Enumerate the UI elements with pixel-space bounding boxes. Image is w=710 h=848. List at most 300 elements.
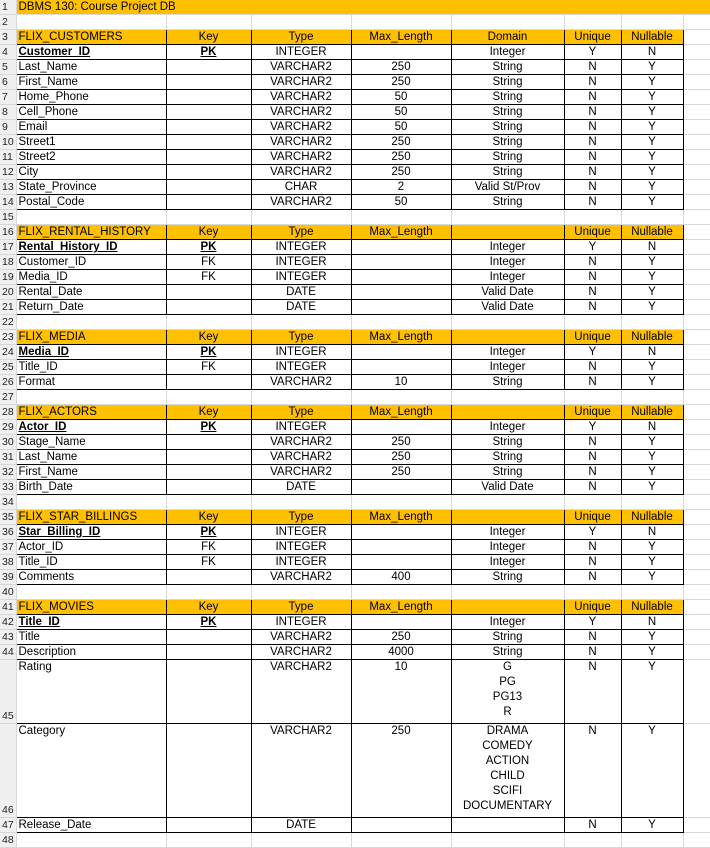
max-length-cell[interactable]: 250 — [351, 135, 451, 150]
row-number[interactable]: 21 — [0, 300, 16, 315]
key-cell[interactable] — [166, 525, 251, 540]
max-length-cell[interactable]: 250 — [351, 465, 451, 480]
domain-cell[interactable]: Integer — [451, 45, 564, 60]
header-key[interactable]: Key — [166, 225, 251, 240]
empty-cell[interactable] — [166, 390, 251, 405]
empty-cell[interactable] — [683, 90, 710, 105]
key-cell[interactable] — [166, 45, 251, 60]
unique-cell[interactable]: N — [564, 465, 621, 480]
max-length-cell[interactable] — [351, 818, 451, 833]
domain-cell[interactable]: Integer — [451, 555, 564, 570]
header-unique[interactable]: Unique — [564, 30, 621, 45]
max-length-cell[interactable]: 50 — [351, 120, 451, 135]
max-length-cell[interactable]: 4000 — [351, 645, 451, 660]
empty-cell[interactable] — [683, 660, 710, 724]
header-type[interactable]: Type — [251, 600, 351, 615]
header-key[interactable]: Key — [166, 30, 251, 45]
empty-cell[interactable] — [683, 135, 710, 150]
nullable-cell[interactable]: Y — [621, 660, 683, 724]
max-length-cell[interactable] — [351, 270, 451, 285]
nullable-cell[interactable]: Y — [621, 465, 683, 480]
max-length-cell[interactable] — [351, 285, 451, 300]
nullable-cell[interactable]: Y — [621, 255, 683, 270]
empty-cell[interactable] — [683, 345, 710, 360]
empty-cell[interactable] — [683, 420, 710, 435]
nullable-cell[interactable]: Y — [621, 645, 683, 660]
domain-cell[interactable]: String — [451, 465, 564, 480]
max-length-cell[interactable]: 400 — [351, 570, 451, 585]
type-cell[interactable]: VARCHAR2 — [251, 135, 351, 150]
key-cell[interactable] — [166, 480, 251, 495]
empty-cell[interactable] — [683, 45, 710, 60]
nullable-cell[interactable]: N — [621, 525, 683, 540]
column-name[interactable] — [16, 615, 166, 630]
unique-cell[interactable]: N — [564, 165, 621, 180]
key-cell[interactable] — [166, 75, 251, 90]
empty-cell[interactable] — [16, 210, 166, 225]
max-length-cell[interactable]: 250 — [351, 450, 451, 465]
empty-cell[interactable] — [683, 180, 710, 195]
row-number[interactable]: 30 — [0, 435, 16, 450]
type-cell[interactable]: VARCHAR2 — [251, 60, 351, 75]
empty-cell[interactable] — [451, 495, 564, 510]
nullable-cell[interactable]: Y — [621, 435, 683, 450]
row-number[interactable]: 11 — [0, 150, 16, 165]
column-name[interactable]: Actor_ID — [16, 540, 166, 555]
column-name[interactable]: Birth_Date — [16, 480, 166, 495]
domain-cell[interactable] — [451, 660, 564, 724]
empty-cell[interactable] — [451, 833, 564, 848]
key-cell[interactable] — [166, 660, 251, 724]
row-number[interactable]: 6 — [0, 75, 16, 90]
empty-cell[interactable] — [683, 833, 710, 848]
row-number[interactable]: 38 — [0, 555, 16, 570]
row-number[interactable]: 3 — [0, 30, 16, 45]
key-cell[interactable] — [166, 90, 251, 105]
type-cell[interactable]: VARCHAR2 — [251, 120, 351, 135]
header-nullable[interactable]: Nullable — [621, 330, 683, 345]
unique-cell[interactable]: N — [564, 135, 621, 150]
empty-cell[interactable] — [451, 15, 564, 30]
header-max-length[interactable]: Max_Length — [351, 405, 451, 420]
max-length-cell[interactable] — [351, 240, 451, 255]
key-cell[interactable] — [166, 345, 251, 360]
empty-cell[interactable] — [683, 15, 710, 30]
empty-cell[interactable] — [351, 495, 451, 510]
key-cell[interactable] — [166, 105, 251, 120]
max-length-cell[interactable]: 250 — [351, 150, 451, 165]
max-length-cell[interactable] — [351, 480, 451, 495]
nullable-cell[interactable]: N — [621, 240, 683, 255]
header-nullable[interactable]: Nullable — [621, 225, 683, 240]
key-cell[interactable] — [166, 465, 251, 480]
nullable-cell[interactable]: Y — [621, 375, 683, 390]
header-unique[interactable]: Unique — [564, 225, 621, 240]
header-type[interactable]: Type — [251, 510, 351, 525]
empty-cell[interactable] — [621, 495, 683, 510]
empty-cell[interactable] — [683, 540, 710, 555]
empty-cell[interactable] — [621, 585, 683, 600]
empty-cell[interactable] — [683, 450, 710, 465]
unique-cell[interactable]: Y — [564, 240, 621, 255]
header-type[interactable]: Type — [251, 225, 351, 240]
nullable-cell[interactable]: Y — [621, 150, 683, 165]
domain-cell[interactable]: Integer — [451, 540, 564, 555]
unique-cell[interactable]: N — [564, 818, 621, 833]
domain-cell[interactable]: Valid St/Prov — [451, 180, 564, 195]
empty-cell[interactable] — [251, 210, 351, 225]
empty-cell[interactable] — [251, 833, 351, 848]
column-name[interactable] — [16, 240, 166, 255]
row-number[interactable]: 13 — [0, 180, 16, 195]
unique-cell[interactable]: N — [564, 570, 621, 585]
row-number[interactable]: 34 — [0, 495, 16, 510]
table-name-flix_media[interactable]: FLIX_MEDIA — [16, 330, 166, 345]
empty-cell[interactable] — [351, 585, 451, 600]
empty-cell[interactable] — [166, 833, 251, 848]
unique-cell[interactable]: N — [564, 270, 621, 285]
empty-cell[interactable] — [683, 525, 710, 540]
table-name-flix_customers[interactable]: FLIX_CUSTOMERS — [16, 30, 166, 45]
empty-cell[interactable] — [351, 315, 451, 330]
empty-cell[interactable] — [166, 315, 251, 330]
row-number[interactable]: 47 — [0, 818, 16, 833]
column-name[interactable]: Home_Phone — [16, 90, 166, 105]
empty-cell[interactable] — [683, 225, 710, 240]
header-max-length[interactable]: Max_Length — [351, 225, 451, 240]
key-cell[interactable] — [166, 435, 251, 450]
key-cell[interactable] — [166, 615, 251, 630]
header-max-length[interactable]: Max_Length — [351, 330, 451, 345]
header-domain[interactable]: Domain — [451, 30, 564, 45]
type-cell[interactable]: DATE — [251, 300, 351, 315]
nullable-cell[interactable]: Y — [621, 135, 683, 150]
empty-cell[interactable] — [683, 480, 710, 495]
empty-cell[interactable] — [166, 210, 251, 225]
type-cell[interactable]: DATE — [251, 818, 351, 833]
empty-cell[interactable] — [683, 818, 710, 833]
row-number[interactable]: 8 — [0, 105, 16, 120]
nullable-cell[interactable]: Y — [621, 195, 683, 210]
domain-cell[interactable]: Valid Date — [451, 285, 564, 300]
nullable-cell[interactable]: Y — [621, 480, 683, 495]
header-unique[interactable]: Unique — [564, 330, 621, 345]
key-cell[interactable] — [166, 300, 251, 315]
column-name[interactable]: City — [16, 165, 166, 180]
domain-cell[interactable]: Integer — [451, 360, 564, 375]
empty-cell[interactable] — [683, 585, 710, 600]
header-unique[interactable]: Unique — [564, 405, 621, 420]
domain-cell[interactable]: String — [451, 135, 564, 150]
nullable-cell[interactable]: Y — [621, 105, 683, 120]
empty-cell[interactable] — [564, 833, 621, 848]
empty-cell[interactable] — [16, 833, 166, 848]
type-cell[interactable]: INTEGER — [251, 615, 351, 630]
empty-cell[interactable] — [351, 210, 451, 225]
type-cell[interactable]: INTEGER — [251, 240, 351, 255]
empty-cell[interactable] — [683, 120, 710, 135]
row-number[interactable]: 48 — [0, 833, 16, 848]
max-length-cell[interactable] — [351, 345, 451, 360]
empty-cell[interactable] — [16, 390, 166, 405]
table-name-flix_star_billings[interactable]: FLIX_STAR_BILLINGS — [16, 510, 166, 525]
header-domain[interactable] — [451, 225, 564, 240]
empty-cell[interactable] — [16, 15, 166, 30]
row-number[interactable]: 20 — [0, 285, 16, 300]
header-domain[interactable] — [451, 510, 564, 525]
unique-cell[interactable]: Y — [564, 615, 621, 630]
header-key[interactable]: Key — [166, 330, 251, 345]
type-cell[interactable]: VARCHAR2 — [251, 724, 351, 818]
empty-cell[interactable] — [683, 270, 710, 285]
max-length-cell[interactable]: 250 — [351, 165, 451, 180]
nullable-cell[interactable]: Y — [621, 360, 683, 375]
row-number[interactable]: 40 — [0, 585, 16, 600]
empty-cell[interactable] — [564, 15, 621, 30]
type-cell[interactable]: INTEGER — [251, 540, 351, 555]
unique-cell[interactable]: Y — [564, 345, 621, 360]
unique-cell[interactable]: N — [564, 105, 621, 120]
key-cell[interactable] — [166, 375, 251, 390]
max-length-cell[interactable]: 250 — [351, 75, 451, 90]
empty-cell[interactable] — [451, 390, 564, 405]
max-length-cell[interactable]: 10 — [351, 375, 451, 390]
key-cell[interactable] — [166, 285, 251, 300]
key-cell[interactable] — [166, 724, 251, 818]
nullable-cell[interactable]: Y — [621, 724, 683, 818]
type-cell[interactable]: VARCHAR2 — [251, 75, 351, 90]
row-number[interactable]: 41 — [0, 600, 16, 615]
table-name-flix_actors[interactable]: FLIX_ACTORS — [16, 405, 166, 420]
domain-cell[interactable]: String — [451, 195, 564, 210]
empty-cell[interactable] — [683, 570, 710, 585]
max-length-cell[interactable]: 50 — [351, 90, 451, 105]
column-name[interactable] — [16, 45, 166, 60]
column-name[interactable]: Last_Name — [16, 60, 166, 75]
row-number[interactable]: 32 — [0, 465, 16, 480]
empty-cell[interactable] — [683, 300, 710, 315]
column-name[interactable]: First_Name — [16, 75, 166, 90]
max-length-cell[interactable] — [351, 255, 451, 270]
nullable-cell[interactable]: Y — [621, 285, 683, 300]
row-number[interactable]: 33 — [0, 480, 16, 495]
type-cell[interactable]: INTEGER — [251, 345, 351, 360]
header-domain[interactable] — [451, 330, 564, 345]
max-length-cell[interactable]: 250 — [351, 435, 451, 450]
column-name[interactable]: Format — [16, 375, 166, 390]
nullable-cell[interactable]: Y — [621, 818, 683, 833]
empty-cell[interactable] — [683, 195, 710, 210]
empty-cell[interactable] — [166, 495, 251, 510]
column-name[interactable] — [16, 525, 166, 540]
column-name[interactable]: Media_ID — [16, 270, 166, 285]
type-cell[interactable]: VARCHAR2 — [251, 375, 351, 390]
max-length-cell[interactable] — [351, 45, 451, 60]
column-name[interactable]: Customer_ID — [16, 255, 166, 270]
key-cell[interactable] — [166, 645, 251, 660]
empty-cell[interactable] — [683, 435, 710, 450]
unique-cell[interactable]: N — [564, 150, 621, 165]
empty-cell[interactable] — [621, 15, 683, 30]
row-number[interactable]: 9 — [0, 120, 16, 135]
row-number[interactable]: 27 — [0, 390, 16, 405]
unique-cell[interactable]: N — [564, 120, 621, 135]
empty-cell[interactable] — [564, 210, 621, 225]
row-number[interactable]: 42 — [0, 615, 16, 630]
max-length-cell[interactable] — [351, 360, 451, 375]
domain-cell[interactable]: Valid Date — [451, 480, 564, 495]
column-name[interactable]: Email — [16, 120, 166, 135]
header-nullable[interactable]: Nullable — [621, 510, 683, 525]
nullable-cell[interactable]: Y — [621, 90, 683, 105]
empty-cell[interactable] — [251, 495, 351, 510]
nullable-cell[interactable]: Y — [621, 180, 683, 195]
key-cell[interactable] — [166, 135, 251, 150]
max-length-cell[interactable] — [351, 420, 451, 435]
column-name[interactable]: Cell_Phone — [16, 105, 166, 120]
row-number[interactable]: 1 — [0, 0, 16, 15]
column-name[interactable]: Stage_Name — [16, 435, 166, 450]
column-name[interactable]: Street2 — [16, 150, 166, 165]
empty-cell[interactable] — [683, 285, 710, 300]
empty-cell[interactable] — [621, 315, 683, 330]
key-cell[interactable] — [166, 120, 251, 135]
header-nullable[interactable]: Nullable — [621, 30, 683, 45]
empty-cell[interactable] — [683, 615, 710, 630]
row-number[interactable]: 16 — [0, 225, 16, 240]
unique-cell[interactable]: N — [564, 630, 621, 645]
empty-cell[interactable] — [351, 390, 451, 405]
table-name-flix_rental_history[interactable]: FLIX_RENTAL_HISTORY — [16, 225, 166, 240]
type-cell[interactable]: VARCHAR2 — [251, 570, 351, 585]
row-number[interactable]: 14 — [0, 195, 16, 210]
row-number[interactable]: 19 — [0, 270, 16, 285]
empty-cell[interactable] — [166, 585, 251, 600]
nullable-cell[interactable]: Y — [621, 540, 683, 555]
empty-cell[interactable] — [683, 465, 710, 480]
nullable-cell[interactable]: N — [621, 615, 683, 630]
unique-cell[interactable]: N — [564, 375, 621, 390]
domain-cell[interactable]: String — [451, 630, 564, 645]
key-cell[interactable] — [166, 630, 251, 645]
empty-cell[interactable] — [683, 315, 710, 330]
row-number[interactable]: 43 — [0, 630, 16, 645]
row-number[interactable]: 29 — [0, 420, 16, 435]
key-cell[interactable] — [166, 150, 251, 165]
column-name[interactable]: Description — [16, 645, 166, 660]
empty-cell[interactable] — [16, 495, 166, 510]
type-cell[interactable]: INTEGER — [251, 255, 351, 270]
unique-cell[interactable]: Y — [564, 525, 621, 540]
empty-cell[interactable] — [683, 330, 710, 345]
empty-cell[interactable] — [683, 724, 710, 818]
row-number[interactable]: 44 — [0, 645, 16, 660]
row-number[interactable]: 35 — [0, 510, 16, 525]
row-number[interactable]: 10 — [0, 135, 16, 150]
key-cell[interactable] — [166, 818, 251, 833]
type-cell[interactable]: VARCHAR2 — [251, 90, 351, 105]
key-cell[interactable]: FK — [166, 255, 251, 270]
nullable-cell[interactable]: N — [621, 420, 683, 435]
key-cell[interactable] — [166, 195, 251, 210]
unique-cell[interactable]: N — [564, 255, 621, 270]
header-nullable[interactable]: Nullable — [621, 600, 683, 615]
key-cell[interactable] — [166, 180, 251, 195]
nullable-cell[interactable]: Y — [621, 60, 683, 75]
key-cell[interactable]: FK — [166, 555, 251, 570]
empty-cell[interactable] — [251, 585, 351, 600]
domain-cell[interactable]: Integer — [451, 270, 564, 285]
column-name[interactable]: Category — [16, 724, 166, 818]
empty-cell[interactable] — [683, 150, 710, 165]
type-cell[interactable]: VARCHAR2 — [251, 465, 351, 480]
column-name[interactable]: Street1 — [16, 135, 166, 150]
header-key[interactable]: Key — [166, 405, 251, 420]
type-cell[interactable]: VARCHAR2 — [251, 435, 351, 450]
type-cell[interactable]: VARCHAR2 — [251, 105, 351, 120]
unique-cell[interactable]: N — [564, 435, 621, 450]
type-cell[interactable]: INTEGER — [251, 360, 351, 375]
empty-cell[interactable] — [683, 240, 710, 255]
column-name[interactable]: Title_ID — [16, 360, 166, 375]
nullable-cell[interactable]: Y — [621, 270, 683, 285]
unique-cell[interactable]: N — [564, 75, 621, 90]
nullable-cell[interactable]: Y — [621, 630, 683, 645]
column-name[interactable] — [16, 420, 166, 435]
nullable-cell[interactable]: Y — [621, 120, 683, 135]
unique-cell[interactable]: Y — [564, 45, 621, 60]
row-number[interactable]: 23 — [0, 330, 16, 345]
row-number[interactable]: 17 — [0, 240, 16, 255]
domain-cell[interactable]: Integer — [451, 420, 564, 435]
key-cell[interactable] — [166, 570, 251, 585]
empty-cell[interactable] — [621, 210, 683, 225]
empty-cell[interactable] — [683, 390, 710, 405]
empty-cell[interactable] — [683, 645, 710, 660]
unique-cell[interactable]: N — [564, 555, 621, 570]
nullable-cell[interactable]: Y — [621, 555, 683, 570]
type-cell[interactable]: VARCHAR2 — [251, 645, 351, 660]
max-length-cell[interactable]: 2 — [351, 180, 451, 195]
domain-cell[interactable]: Integer — [451, 240, 564, 255]
header-max-length[interactable]: Max_Length — [351, 510, 451, 525]
nullable-cell[interactable]: Y — [621, 570, 683, 585]
empty-cell[interactable] — [683, 255, 710, 270]
empty-cell[interactable] — [16, 315, 166, 330]
type-cell[interactable]: INTEGER — [251, 555, 351, 570]
row-number[interactable]: 5 — [0, 60, 16, 75]
row-number[interactable]: 4 — [0, 45, 16, 60]
row-number[interactable]: 46 — [0, 724, 16, 818]
row-number[interactable]: 26 — [0, 375, 16, 390]
empty-cell[interactable] — [683, 405, 710, 420]
type-cell[interactable]: VARCHAR2 — [251, 660, 351, 724]
unique-cell[interactable]: N — [564, 180, 621, 195]
type-cell[interactable]: INTEGER — [251, 420, 351, 435]
max-length-cell[interactable] — [351, 555, 451, 570]
empty-cell[interactable] — [683, 60, 710, 75]
row-number[interactable]: 12 — [0, 165, 16, 180]
key-cell[interactable] — [166, 60, 251, 75]
column-name[interactable]: Return_Date — [16, 300, 166, 315]
sheet-title[interactable]: DBMS 130: Course Project DB — [16, 0, 710, 15]
key-cell[interactable] — [166, 165, 251, 180]
nullable-cell[interactable]: Y — [621, 165, 683, 180]
domain-cell[interactable]: Valid Date — [451, 300, 564, 315]
column-name[interactable]: Rating — [16, 660, 166, 724]
max-length-cell[interactable] — [351, 540, 451, 555]
row-number[interactable]: 28 — [0, 405, 16, 420]
